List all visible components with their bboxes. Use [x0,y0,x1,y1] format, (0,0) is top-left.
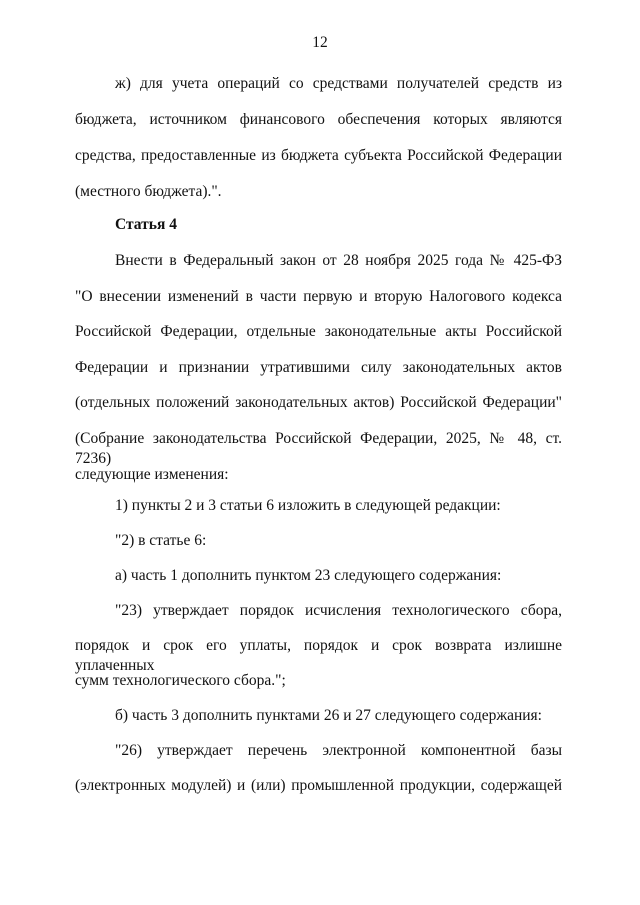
text-line: (электронных модулей) и (или) промышленной продукции, содержащей [75,777,562,794]
text-line: Российской Федерации, отдельные законодательные акты Российской [75,323,562,340]
text-line: "26) утверждает перечень электронной компонентной базы [115,742,562,759]
text-line: бюджета, источником финансового обеспечения которых являются [75,111,562,128]
text-line: следующие изменения: [75,466,229,483]
text-line: (местного бюджета).". [75,183,222,200]
text-line: ж) для учета операций со средствами получателей средств из [115,75,562,92]
text-line: Федерации и признании утратившими силу законодательных актов [75,359,562,376]
text-line: Внести в Федеральный закон от 28 ноября 2025 года № 425-ФЗ [115,252,562,269]
page-number: 12 [312,34,328,51]
article-heading: Статья 4 [115,216,177,233]
text-line: 1) пункты 2 и 3 статьи 6 изложить в следующей редакции: [115,497,501,514]
text-line: "2) в статье 6: [115,532,207,549]
text-line: а) часть 1 дополнить пунктом 23 следующего содержания: [115,567,502,584]
text-line: сумм технологического сбора."; [75,672,286,689]
text-line: "23) утверждает порядок исчисления технологического сбора, [115,602,562,619]
text-line: (отдельных положений законодательных актов) Российской Федерации" [75,394,562,411]
text-line: порядок и срок его уплаты, порядок и срок возврата излишне уплаченных [75,637,562,674]
text-line: б) часть 3 дополнить пунктами 26 и 27 следующего содержания: [115,707,542,724]
text-line: средства, предоставленные из бюджета субъекта Российской Федерации [75,147,562,164]
text-line: "О внесении изменений в части первую и вторую Налогового кодекса [75,288,562,305]
text-line: (Собрание законодательства Российской Федерации, 2025, № 48, ст. 7236) [75,430,562,467]
